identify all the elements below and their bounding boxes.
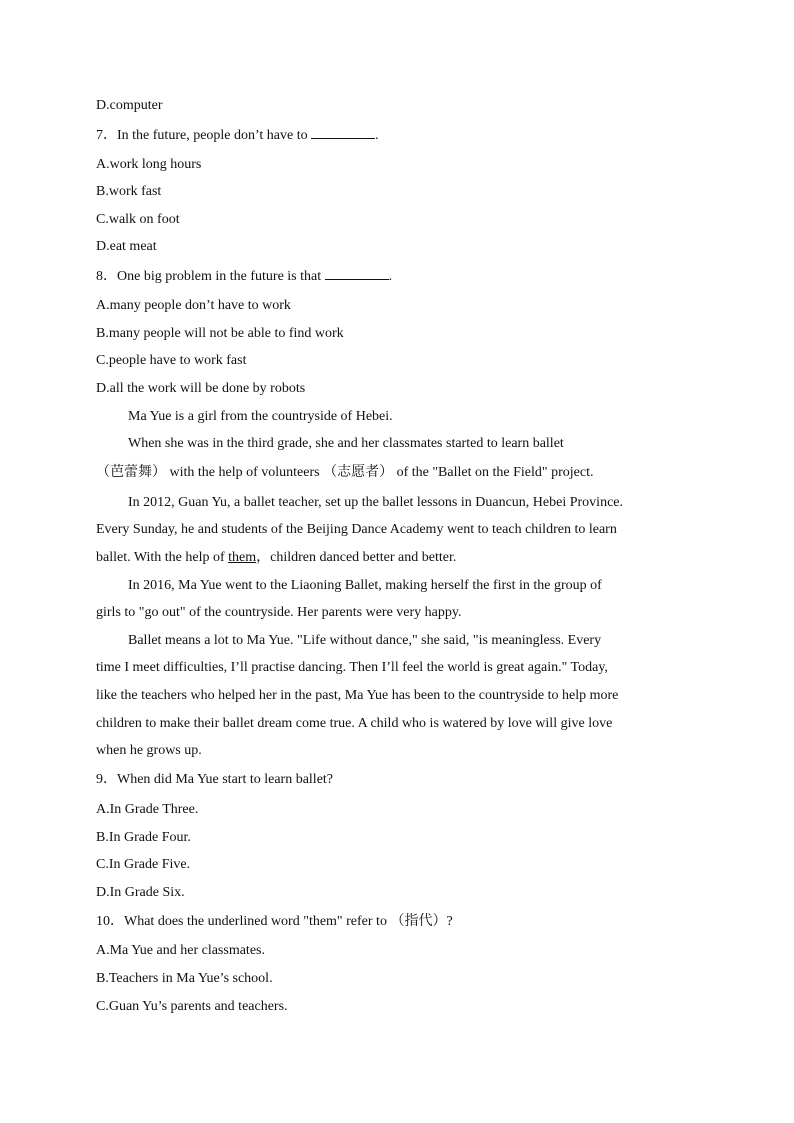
q8-option-a: A.many people don’t have to work	[96, 298, 291, 313]
passage-paragraph-5-line-1: Ballet means a lot to Ma Yue. "Life without dance," she said, "is meaningless. Every	[128, 633, 602, 648]
q9-option-b: B.In Grade Four.	[96, 830, 191, 845]
q10-option-b: B.Teachers in Ma Yue’s school.	[96, 971, 273, 986]
q8-option-b: B.many people will not be able to find work	[96, 326, 344, 341]
passage-paragraph-3-line-1: In 2012, Guan Yu, a ballet teacher, set up the ballet lessons in Duancun, Hebei Province.	[128, 495, 624, 510]
q9-stem: 9．When did Ma Yue start to learn ballet?	[96, 772, 334, 787]
passage-paragraph-4-line-1: In 2016, Ma Yue went to the Liaoning Ballet, making herself the first in the group of	[128, 578, 602, 593]
q8-option-c: C.people have to work fast	[96, 353, 247, 368]
passage-paragraph-5-line-5: when he grows up.	[96, 743, 202, 758]
q7-option-a: A.work long hours	[96, 157, 202, 172]
q9-option-a: A.In Grade Three.	[96, 802, 199, 817]
q8-answer-blank[interactable]	[325, 267, 389, 280]
q7-stem-end: .	[375, 128, 379, 143]
q6-option-d: D.computer	[96, 98, 163, 113]
q7-option-c: C.walk on foot	[96, 212, 180, 227]
passage-line-text-end: ，children danced better and better.	[256, 550, 457, 565]
q8-stem-text: 8．One big problem in the future is that	[96, 269, 325, 284]
q9-option-c: C.In Grade Five.	[96, 857, 191, 872]
q10-option-a: A.Ma Yue and her classmates.	[96, 943, 265, 958]
passage-paragraph-2-line-1: When she was in the third grade, she and her classmates started to learn ballet	[128, 436, 564, 451]
q10-option-c: C.Guan Yu’s parents and teachers.	[96, 999, 288, 1014]
q7-answer-blank[interactable]	[311, 126, 375, 139]
q7-stem	[96, 126, 379, 145]
q7-option-d: D.eat meat	[96, 239, 157, 254]
passage-paragraph-5-line-4: children to make their ballet dream come true. A child who is watered by love will give love	[96, 716, 613, 731]
passage-paragraph-3-line-3	[96, 549, 456, 567]
passage-paragraph-5-line-3: like the teachers who helped her in the past, Ma Yue has been to the countryside to help more	[96, 688, 619, 703]
q8-option-d: D.all the work will be done by robots	[96, 381, 306, 396]
underlined-word-them: them	[228, 550, 257, 565]
passage-paragraph-4-line-2: girls to "go out" of the countryside. Her parents were very happy.	[96, 605, 462, 620]
q7-option-b: B.work fast	[96, 184, 162, 199]
q8-stem	[96, 267, 392, 286]
passage-paragraph-2-line-2: （芭蕾舞） with the help of volunteers （志愿者） of the "Ballet on the Field" project.	[96, 465, 594, 480]
q10-stem: 10．What does the underlined word "them" refer to （指代）?	[96, 914, 453, 929]
q9-option-d: D.In Grade Six.	[96, 885, 185, 900]
q8-stem-end: .	[388, 269, 393, 284]
passage-line-text: ballet. With the help of	[96, 550, 229, 565]
passage-paragraph-5-line-2: time I meet difficulties, I’ll practise dancing. Then I’ll feel the world is great again." Today,	[96, 660, 608, 675]
passage-paragraph-3-line-2: Every Sunday, he and students of the Beijing Dance Academy went to teach children to learn	[96, 522, 617, 537]
q7-stem-text: 7．In the future, people don’t have to	[96, 128, 312, 143]
passage-paragraph-1: Ma Yue is a girl from the countryside of Hebei.	[128, 409, 393, 424]
